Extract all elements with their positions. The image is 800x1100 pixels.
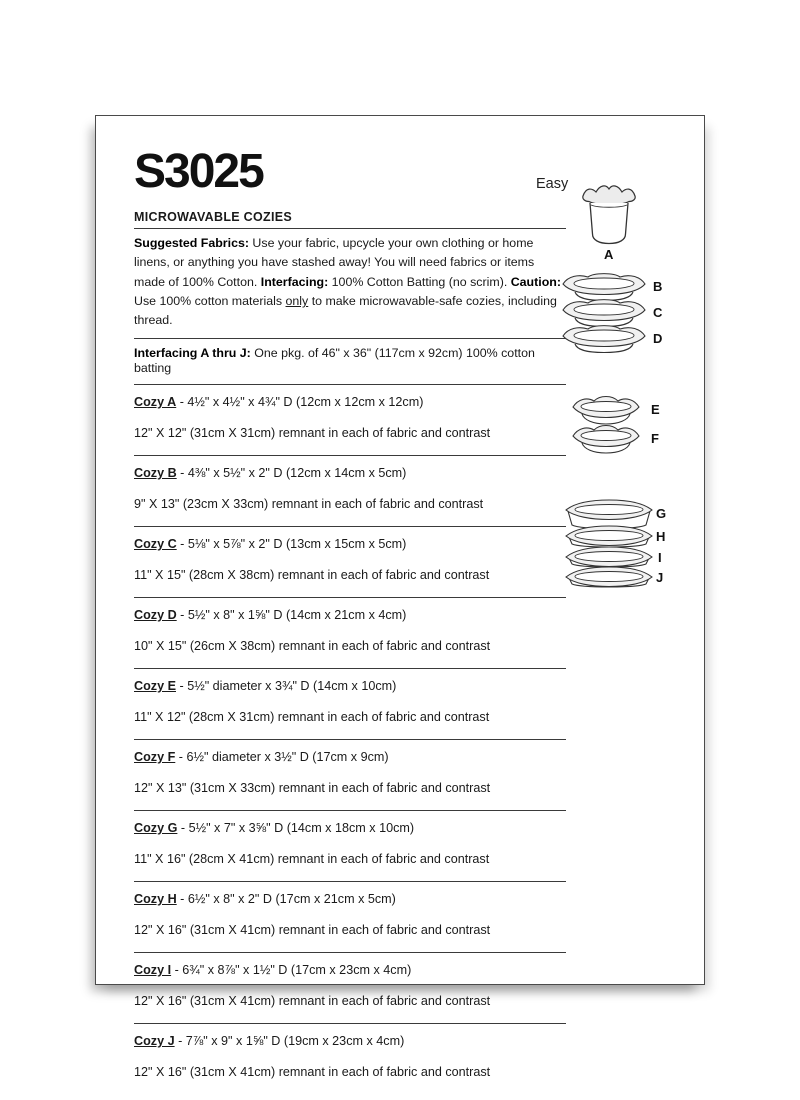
cozy-f-section xyxy=(134,739,566,810)
caution-text-after: to make microwavable-safe cozies, including thread. xyxy=(134,294,557,328)
page-title: MICROWAVABLE COZIES xyxy=(134,210,566,229)
cozy-e-name: Cozy E xyxy=(134,678,176,693)
cozy-b-name: Cozy B xyxy=(134,465,177,480)
suggested-fabrics-paragraph xyxy=(134,229,566,339)
cozy-d-section xyxy=(134,597,566,668)
cozy-a-dimensions: - 4½" x 4½" x 4¾" D (12cm x 12cm x 12cm) xyxy=(176,394,424,409)
cozy-c-name: Cozy C xyxy=(134,536,177,551)
cozy-i-heading xyxy=(134,963,566,978)
figure-label-a: A xyxy=(604,247,614,262)
cozy-d-dimensions: - 5½" x 8" x 1⅝" D (14cm x 21cm x 4cm) xyxy=(176,607,407,622)
cozy-i-remnant: 12" X 16" (31cm X 41cm) remnant in each of fabric and contrast xyxy=(134,993,491,1008)
cozy-e-dimensions: - 5½" diameter x 3¾" D (14cm x 10cm) xyxy=(176,678,397,693)
cozy-j-heading xyxy=(134,1034,566,1049)
caution-underlined-word: only xyxy=(285,294,309,309)
figure-label-d: D xyxy=(653,331,663,346)
cozy-a-illustration xyxy=(578,182,640,246)
cozy-f-name: Cozy F xyxy=(134,749,176,764)
cozy-a-figure xyxy=(578,182,642,264)
cozy-e-section xyxy=(134,668,566,739)
cozy-d-name: Cozy D xyxy=(134,607,177,622)
cozy-h-dimensions: - 6½" x 8" x 2" D (17cm x 21cm x 5cm) xyxy=(176,891,396,906)
figure-label-b: B xyxy=(653,279,663,294)
cozy-i-name: Cozy I xyxy=(134,962,172,977)
cozy-f-dimensions: - 6½" diameter x 3½" D (17cm x 9cm) xyxy=(175,749,389,764)
text-column xyxy=(134,145,569,1094)
figure-label-i: I xyxy=(658,550,662,565)
figure-label-j: J xyxy=(656,570,664,585)
cozy-j-name: Cozy J xyxy=(134,1033,175,1048)
cozy-h-section xyxy=(134,881,566,952)
cozy-a-remnant: 12" X 12" (31cm X 31cm) remnant in each of fabric and contrast xyxy=(134,425,491,440)
figure-label-g: G xyxy=(656,506,667,521)
fabrics-label: Suggested Fabrics: xyxy=(134,236,249,250)
cozy-b-remnant: 9" X 13" (23cm X 33cm) remnant in each of fabric and contrast xyxy=(134,496,484,511)
cozy-b-dimensions: - 4⅜" x 5½" x 2" D (12cm x 14cm x 5cm) xyxy=(176,465,407,480)
cozy-i-dimensions: - 6¾" x 8⅞" x 1½" D (17cm x 23cm x 4cm) xyxy=(171,962,412,977)
figure-label-e: E xyxy=(651,402,660,417)
cozy-h-name: Cozy H xyxy=(134,891,177,906)
cozy-h-heading xyxy=(134,892,566,907)
cozy-f-remnant: 12" X 13" (31cm X 33cm) remnant in each of fabric and contrast xyxy=(134,780,491,795)
cozy-g-heading xyxy=(134,821,566,836)
figure-label-h: H xyxy=(656,529,666,544)
cozy-g-dimensions: - 5½" x 7" x 3⅝" D (14cm x 18cm x 10cm) xyxy=(177,820,415,835)
cozy-e-heading xyxy=(134,679,566,694)
caution-text-before: Use 100% cotton materials xyxy=(134,294,286,309)
cozy-j-dimensions: - 7⅞" x 9" x 1⅝" D (19cm x 23cm x 4cm) xyxy=(174,1033,405,1048)
cozy-d-remnant: 10" X 15" (26cm X 38cm) remnant in each of fabric and contrast xyxy=(134,638,491,653)
cozy-c-dimensions: - 5⅛" x 5⅞" x 2" D (13cm x 15cm x 5cm) xyxy=(176,536,407,551)
cozy-ef-figure xyxy=(569,394,659,456)
pattern-number: S3025 xyxy=(134,145,263,198)
cozy-j-section xyxy=(134,1023,566,1094)
cozy-bcd-figure xyxy=(561,271,663,357)
cozy-f-heading xyxy=(134,750,566,765)
cozy-ghij-figure xyxy=(564,499,667,593)
caution-label: Caution: xyxy=(510,274,561,289)
interfacing-range-text: One pkg. of 46" x 36" (117cm x 92cm) 100% cotton batting xyxy=(134,345,535,375)
interfacing-requirements xyxy=(134,339,566,385)
figure-label-c: C xyxy=(653,305,663,320)
cozy-h-remnant: 12" X 16" (31cm X 41cm) remnant in each of fabric and contrast xyxy=(134,922,491,937)
cozy-bcd-illustration xyxy=(561,271,647,355)
fabrics-text: Use your fabric, upcycle your own clothing or home linens, or anything you have stashed away! You will need fabrics or items made of 100% Cotton. xyxy=(134,236,535,289)
cozy-c-remnant: 11" X 15" (28cm X 38cm) remnant in each of fabric and contrast xyxy=(134,567,490,582)
pattern-sheet xyxy=(95,115,705,1079)
figure-label-f: F xyxy=(651,431,659,446)
cozy-b-section xyxy=(134,455,566,526)
cozy-i-section xyxy=(134,952,566,1023)
cozy-ghij-illustration xyxy=(564,499,654,591)
cozy-j-remnant: 12" X 16" (31cm X 41cm) remnant in each of fabric and contrast xyxy=(134,1064,491,1079)
difficulty-label: Easy xyxy=(536,176,569,192)
cozy-e-remnant: 11" X 12" (28cm X 31cm) remnant in each of fabric and contrast xyxy=(134,709,490,724)
cozy-ef-illustration xyxy=(569,394,643,456)
interfacing-range-label: Interfacing A thru J: xyxy=(134,345,251,360)
cozy-b-heading xyxy=(134,466,566,481)
cozy-g-section xyxy=(134,810,566,881)
cozy-c-section xyxy=(134,526,566,597)
cozy-g-name: Cozy G xyxy=(134,820,178,835)
cozy-d-heading xyxy=(134,608,566,623)
interfacing-text: 100% Cotton Batting (no scrim). xyxy=(328,274,511,289)
cozy-a-heading xyxy=(134,395,566,410)
cozy-c-heading xyxy=(134,537,566,552)
interfacing-label: Interfacing: xyxy=(260,274,329,289)
cozy-a-name: Cozy A xyxy=(134,394,177,409)
cozy-g-remnant: 11" X 16" (28cm X 41cm) remnant in each of fabric and contrast xyxy=(134,851,490,866)
cozy-a-section xyxy=(134,385,566,455)
